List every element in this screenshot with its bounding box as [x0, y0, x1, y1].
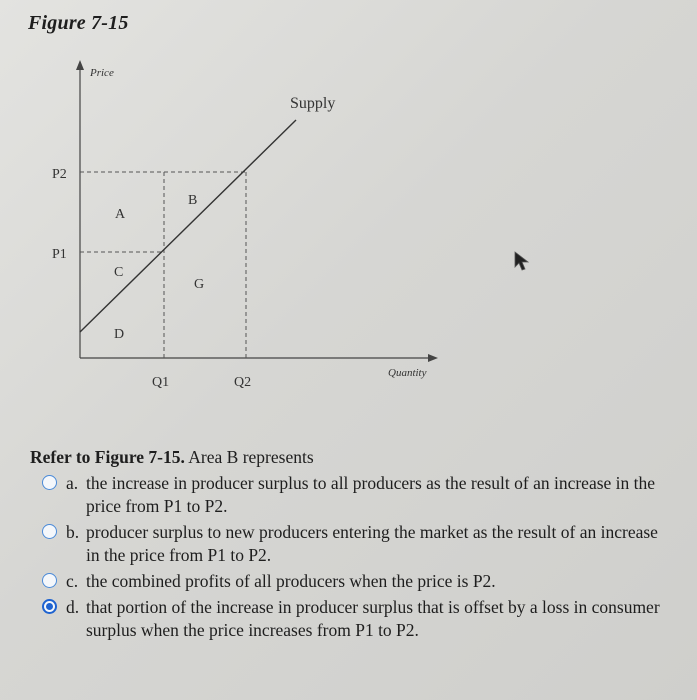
area-d-label: D [114, 327, 125, 342]
question-stem [30, 446, 670, 469]
q2-label: Q2 [234, 375, 252, 390]
choice-letter: c. [66, 571, 79, 591]
supply-label: Supply [290, 95, 336, 112]
choice-text: the combined profits of all producers when the price is P2. [86, 571, 496, 591]
choice-b[interactable] [30, 521, 670, 567]
choice-text: that portion of the increase in producer surplus that is offset by a loss in consumer surplus when the price increases from P1 to P2. [86, 597, 660, 640]
p2-label: P2 [52, 167, 67, 182]
y-axis-label: Price [90, 67, 114, 79]
question-text: Area B represents [184, 447, 314, 467]
choice-letter: b. [66, 522, 80, 542]
choice-a[interactable] [30, 472, 670, 518]
radio-button-d-selected[interactable] [42, 599, 57, 614]
mouse-pointer-icon [513, 250, 531, 272]
figure-title: Figure 7-15 [28, 12, 129, 34]
radio-button-c[interactable] [42, 573, 57, 588]
area-g-label: G [194, 277, 205, 292]
choice-letter: d. [66, 597, 80, 617]
question-reference: Refer to Figure 7-15. [30, 447, 185, 467]
x-axis-arrow [428, 354, 438, 362]
q1-label: Q1 [152, 375, 170, 390]
x-axis-label: Quantity [388, 367, 427, 379]
radio-button-b[interactable] [42, 524, 57, 539]
radio-button-a[interactable] [42, 475, 57, 490]
choice-letter: a. [66, 473, 79, 493]
question-block [30, 446, 670, 642]
y-axis-arrow [76, 60, 84, 70]
choice-text: producer surplus to new producers entering the market as the result of an increase in the price from P1 to P2. [86, 522, 658, 565]
area-c-label: C [114, 265, 124, 280]
area-a-label: A [115, 207, 126, 222]
area-b-label: B [188, 193, 198, 208]
p1-label: P1 [52, 247, 67, 262]
choice-text: the increase in producer surplus to all producers as the result of an increase in the price from P1 to P2. [86, 473, 656, 516]
choice-c[interactable] [30, 570, 670, 593]
choice-d[interactable] [30, 596, 670, 642]
supply-curve [80, 120, 296, 332]
